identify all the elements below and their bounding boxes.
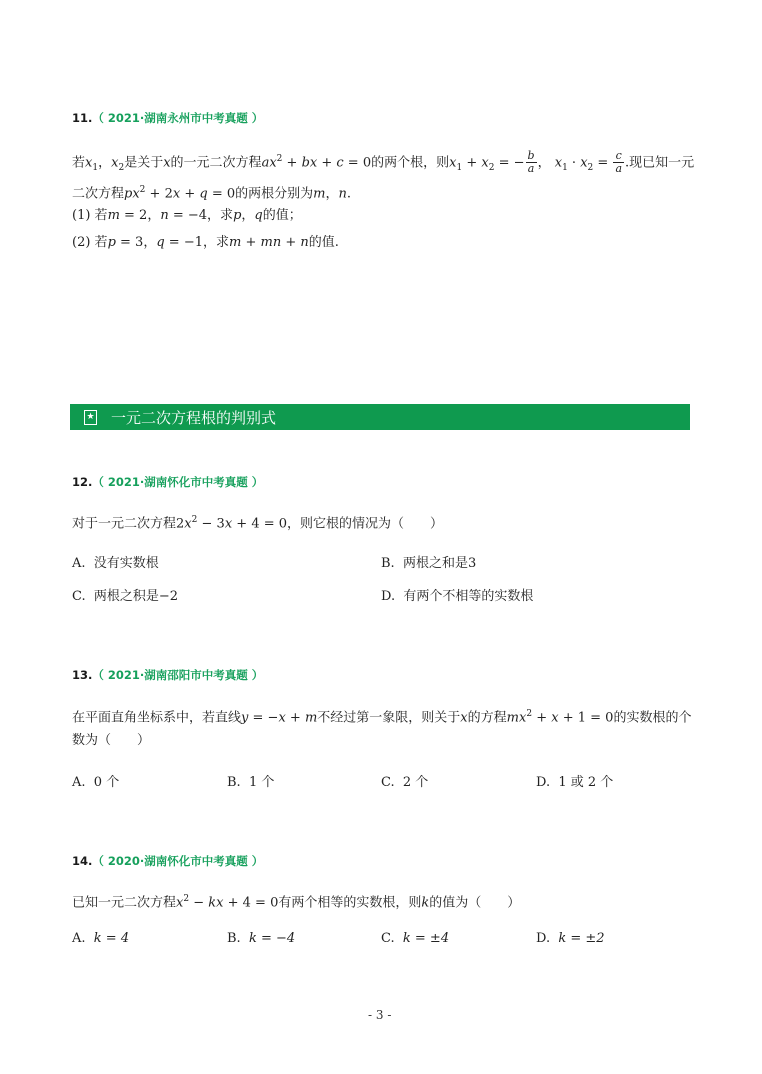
q11-text: ， xyxy=(147,208,161,223)
section-title: 一元二次方程根的判别式 xyxy=(111,408,277,427)
q11-header xyxy=(72,110,263,126)
q11-part1: (1) 若m = 2，n = −4，求p，q的值； xyxy=(72,208,302,223)
q14-option-a[interactable] xyxy=(72,931,129,946)
q11-text: 的值. xyxy=(308,235,339,250)
q12-number: 12. xyxy=(72,475,93,489)
q11-text: .现已知一元 xyxy=(625,155,695,171)
option-label: C. xyxy=(381,931,395,946)
q13-option-c[interactable] xyxy=(381,771,428,790)
q12-source: （ 2021·湖南怀化市中考真题 ） xyxy=(92,475,264,489)
q11-text: 的两根分别为 xyxy=(235,186,314,202)
option-label: A. xyxy=(72,775,86,790)
q13-text: 的实数根的个 xyxy=(613,710,692,726)
q12-option-b[interactable] xyxy=(381,552,476,571)
option-label: D. xyxy=(381,589,396,604)
q11-text: 二次方程 xyxy=(72,186,125,202)
q14-option-d[interactable] xyxy=(536,931,605,946)
q13-option-a[interactable] xyxy=(72,771,119,790)
option-text: k = 4 xyxy=(93,931,130,946)
q12-text: 对于一元二次方程 xyxy=(72,516,177,532)
q11-text: ， xyxy=(98,155,112,171)
q11-text: . xyxy=(346,186,351,202)
option-text: 0 个 xyxy=(93,775,120,790)
option-text: 没有实数根 xyxy=(93,556,159,571)
option-text: 2 个 xyxy=(402,775,429,790)
option-text: 有两个不相等的实数根 xyxy=(403,589,534,604)
option-label: C. xyxy=(381,775,395,790)
q13-header xyxy=(72,667,263,683)
page-number: - 3 - xyxy=(368,1008,392,1022)
star-bookmark-icon: ★ xyxy=(84,410,97,425)
section-header-bar xyxy=(70,404,690,430)
q12-stem: 对于一元二次方程$2x^2 - 3x + 4 = 0$，则它根的情况为（ ） xyxy=(72,515,444,532)
q11-text: ，求 xyxy=(207,208,234,223)
q11-text: ， xyxy=(241,208,255,223)
q12-option-d[interactable] xyxy=(381,585,533,604)
q13-option-b[interactable] xyxy=(227,771,274,790)
q13-option-d[interactable] xyxy=(536,771,613,790)
q11-text: 的一元二次方程 xyxy=(170,155,262,171)
q11-text: ， xyxy=(325,186,339,202)
option-label: A. xyxy=(72,556,86,571)
q11-part2: (2) 若p = 3，q = −1，求m + mn + n的值. xyxy=(72,235,339,250)
q12-header xyxy=(72,474,263,490)
q11-text: 的值； xyxy=(262,208,302,223)
q11-text: (1) 若 xyxy=(72,208,108,223)
option-text: k = ±2 xyxy=(558,931,605,946)
q12-option-c[interactable] xyxy=(72,585,178,604)
option-label: B. xyxy=(381,556,395,571)
q11-text: 若 xyxy=(72,155,86,171)
option-label: D. xyxy=(536,931,551,946)
q13-source: （ 2021·湖南邵阳市中考真题 ） xyxy=(92,668,264,682)
q11-number: 11. xyxy=(72,111,93,125)
option-text: 1 个 xyxy=(248,775,275,790)
option-label: B. xyxy=(227,775,241,790)
option-value: 3 xyxy=(467,556,477,571)
option-text: k = ±4 xyxy=(402,931,450,946)
q11-text: 是关于 xyxy=(124,155,164,171)
q11-text: ， xyxy=(143,235,157,250)
q12-text: ，则它根的情况为（ ） xyxy=(287,516,444,532)
q14-text: 已知一元二次方程 xyxy=(72,895,177,911)
fraction-b-over-a: $\frac{b}{a}$ xyxy=(527,149,535,176)
fraction-c-over-a: $\frac{c}{a}$ xyxy=(615,149,623,176)
q11-text: 的两个根，则 xyxy=(371,155,450,171)
q11-text: (2) 若 xyxy=(72,235,108,250)
q13-text: 不经过第一象限，则关于 xyxy=(317,710,461,726)
option-text: 两根之和是 xyxy=(402,556,468,571)
q11-source: （ 2021·湖南永州市中考真题 ） xyxy=(92,111,264,125)
option-label: D. xyxy=(536,775,551,790)
q11-text: ，求 xyxy=(203,235,230,250)
option-text: 1 或 2 个 xyxy=(558,775,614,790)
q13-text: 的方程 xyxy=(467,710,507,726)
q11-line2: 二次方程$px^2 + 2x + q = 0$的两根分别为m，n. xyxy=(72,185,351,202)
option-text: 两根之积是 xyxy=(93,589,159,604)
q13-text: 数为（ ） xyxy=(72,733,151,748)
q14-stem: 已知一元二次方程$x^2$ − kx + 4 = 0有两个相等的实数根，则k的值为（ ） xyxy=(72,894,521,911)
q14-source: （ 2020·湖南怀化市中考真题 ） xyxy=(92,854,264,868)
q14-header xyxy=(72,853,263,869)
q13-stem-line1: 在平面直角坐标系中，若直线y = −x + m不经过第一象限，则关于x的方程$mx^2 + x + 1 = 0$的实数根的个 xyxy=(72,709,692,726)
q14-number: 14. xyxy=(72,854,93,868)
q14-text: 有两个相等的实数根，则 xyxy=(278,895,422,911)
option-label: A. xyxy=(72,931,86,946)
option-label: C. xyxy=(72,589,86,604)
option-text: k = −4 xyxy=(248,931,296,946)
q11-text: ， xyxy=(537,155,551,171)
q13-text: 在平面直角坐标系中，若直线 xyxy=(72,710,242,726)
q14-text: 的值为（ ） xyxy=(429,895,521,911)
q11-line1: 若$x_1$，$x_2$是关于x的一元二次方程$ax^2$ + bx + c = 0的两个根，则$x_1 + x_2$ = − $\frac{b}{a}$ ， $x_1 \cdot x_2$ = $\frac{c}{a}$ .现已知一元 xyxy=(72,149,695,176)
q12-option-a[interactable] xyxy=(72,552,159,571)
q13-stem-line2 xyxy=(72,732,150,750)
q13-number: 13. xyxy=(72,668,93,682)
option-label: B. xyxy=(227,931,241,946)
q14-option-b[interactable] xyxy=(227,931,295,946)
q14-option-c[interactable] xyxy=(381,931,449,946)
option-value: −2 xyxy=(158,589,179,604)
